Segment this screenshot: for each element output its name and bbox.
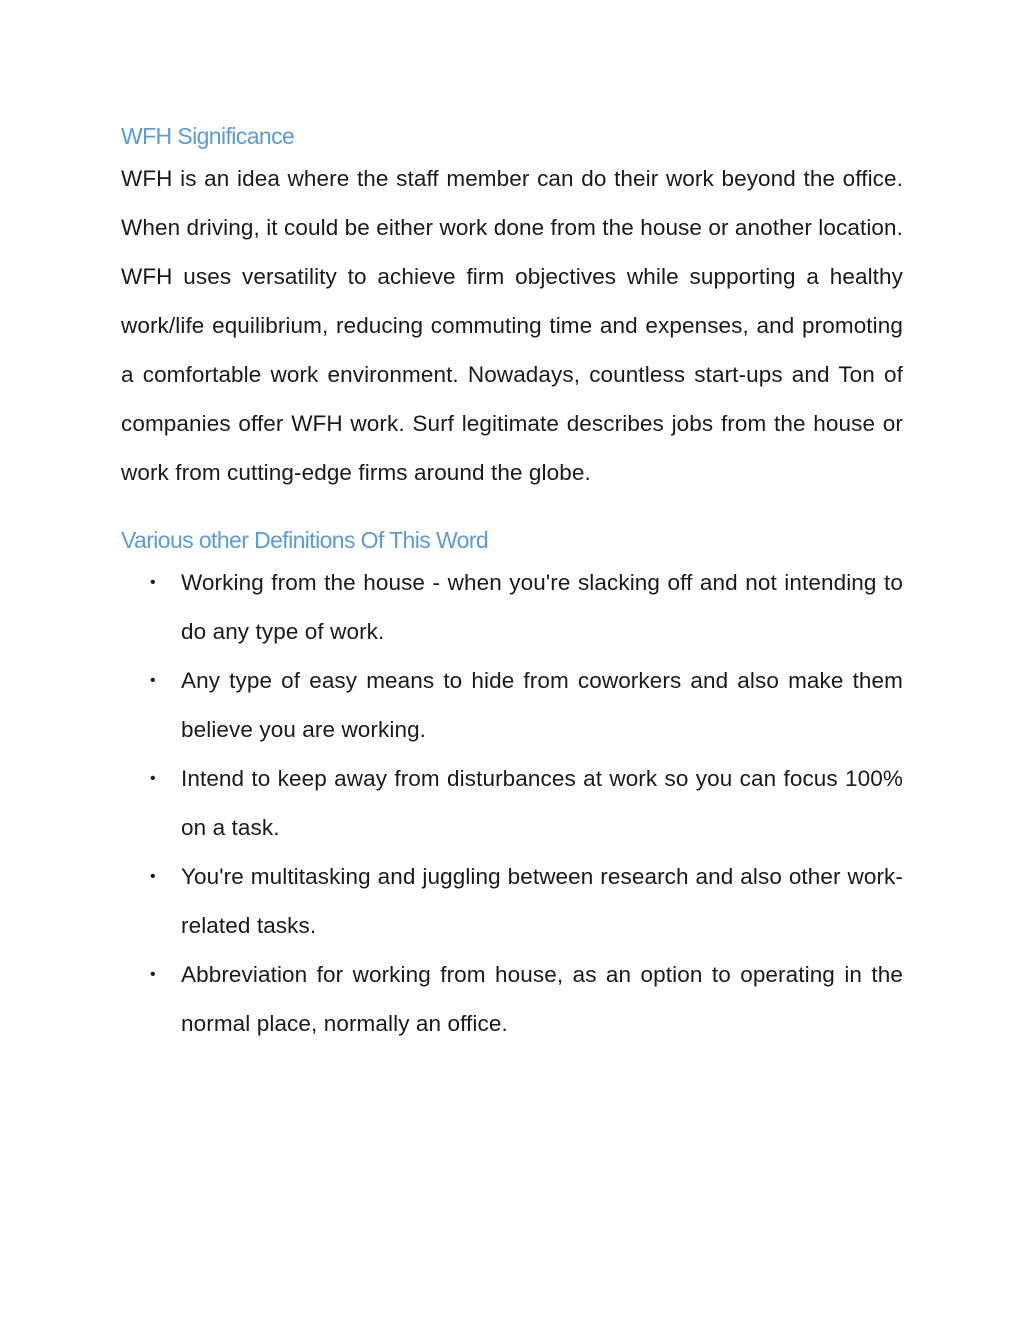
list-item-text: Intend to keep away from disturbances at work so you can focus 100% on a task. (181, 766, 903, 840)
list-item (121, 852, 903, 950)
list-item (121, 558, 903, 656)
section-heading-definitions: Various other Definitions Of This Word (121, 527, 489, 553)
list-item (121, 754, 903, 852)
section-heading-wfh-significance: WFH Significance (121, 123, 295, 149)
definitions-list (121, 558, 903, 1048)
list-item-text: Any type of easy means to hide from coworkers and also make them believe you are working. (181, 668, 903, 742)
list-item (121, 950, 903, 1048)
list-item-text: Working from the house - when you're slacking off and not intending to do any type of work. (181, 570, 903, 644)
document-page (121, 118, 903, 1048)
wfh-significance-paragraph: WFH is an idea where the staff member can do their work beyond the office. When driving, it could be either work done from the house or another location. WFH uses versatility to achieve firm objectives while supporting a healthy work/life equilibrium, reducing commuting time and expenses, and promoting a comfortable work environment. Nowadays, countless start-ups and Ton of companies offer WFH work. Surf legitimate describes jobs from the house or work from cutting-edge firms around the globe. (121, 166, 903, 485)
bullet-icon: • (150, 672, 156, 689)
list-item-text: You're multitasking and juggling between research and also other work-related tasks. (181, 864, 903, 938)
bullet-icon: • (150, 966, 156, 983)
bullet-icon: • (150, 770, 156, 787)
list-item (121, 656, 903, 754)
bullet-icon: • (150, 574, 156, 591)
list-item-text: Abbreviation for working from house, as an option to operating in the normal place, normally an office. (181, 962, 903, 1036)
bullet-icon: • (150, 868, 156, 885)
